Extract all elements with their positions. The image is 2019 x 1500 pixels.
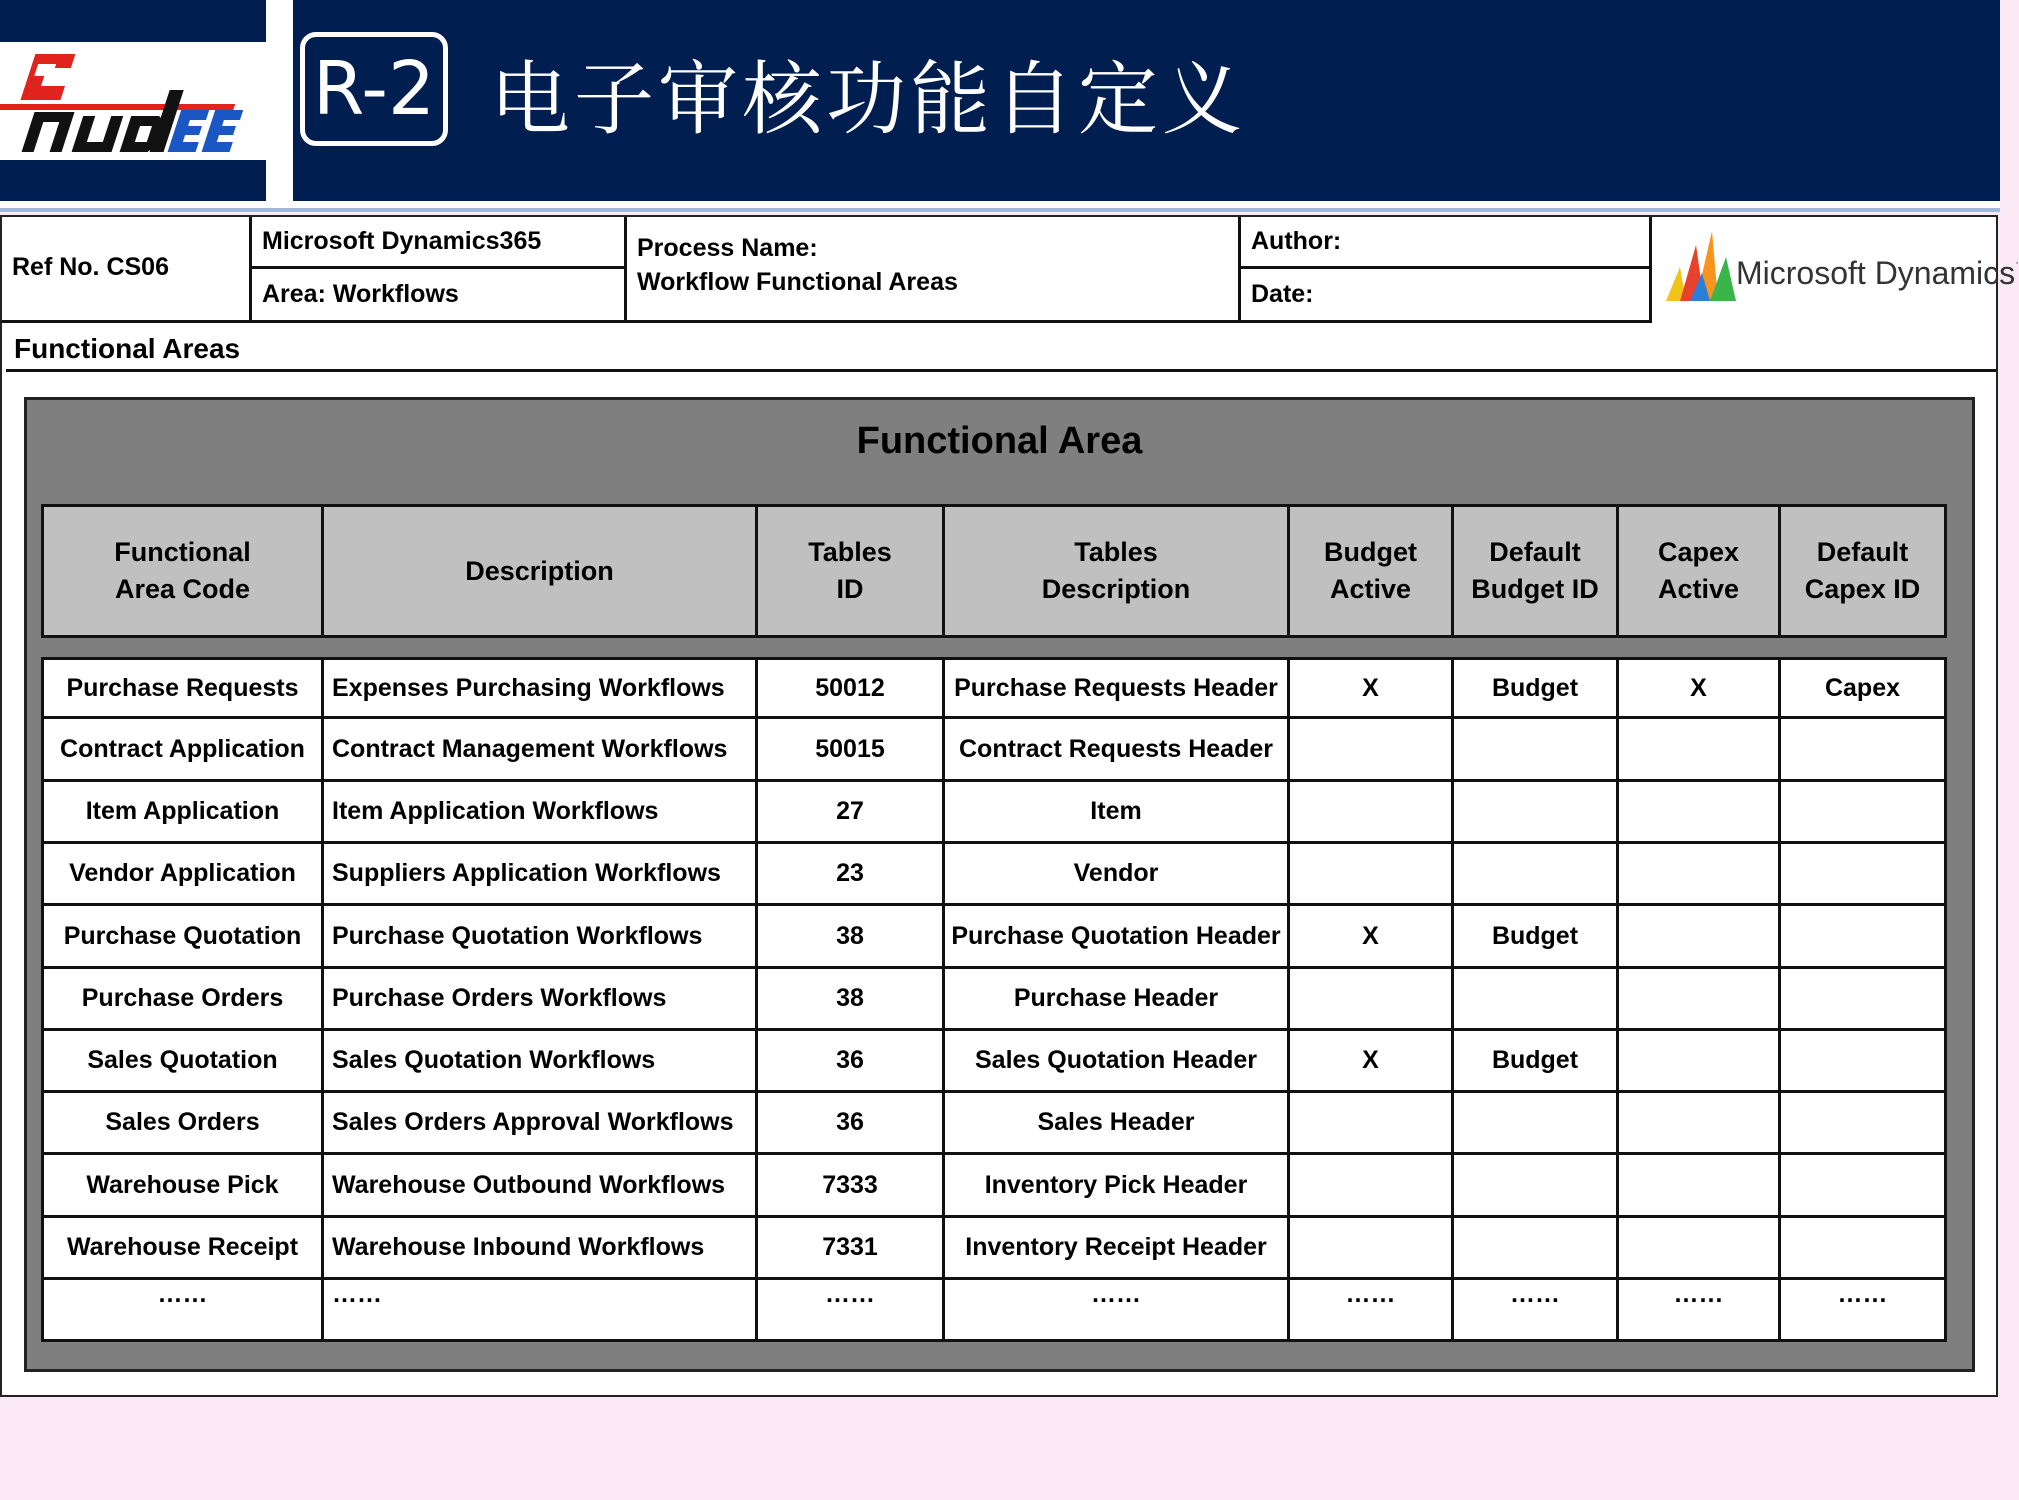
table-cell <box>1619 719 1781 782</box>
table-cell <box>1290 719 1454 782</box>
section-title: Functional Areas <box>6 327 1996 372</box>
table-cell <box>1290 1093 1454 1155</box>
table-cell <box>1619 844 1781 906</box>
table-cell: Sales Orders Approval Workflows <box>324 1093 758 1155</box>
table-cell: Warehouse Outbound Workflows <box>324 1155 758 1218</box>
table-cell <box>1290 969 1454 1031</box>
column-header: Budget Active <box>1290 504 1454 638</box>
ref-no-cell <box>2 217 252 323</box>
page-title: 电子审核功能自定义 <box>490 53 1246 146</box>
table-cell <box>1290 844 1454 906</box>
table-row-label: Contract Application <box>41 719 324 782</box>
table-cell: X <box>1290 906 1454 969</box>
table-cell <box>1781 844 1947 906</box>
microsoft-dynamics-logo <box>1652 217 2019 323</box>
table-cell: Budget <box>1454 906 1619 969</box>
banner-accent-line <box>0 208 2000 212</box>
table-cell <box>1781 906 1947 969</box>
table-cell <box>1781 1093 1947 1155</box>
table-cell: …… <box>1619 1280 1781 1342</box>
table-cell: Item Application Workflows <box>324 782 758 844</box>
column-header: Tables ID <box>758 504 945 638</box>
table-cell <box>1619 1155 1781 1218</box>
process-value: Workflow Functional Areas <box>637 268 958 296</box>
column-header: Functional Area Code <box>41 504 324 638</box>
table-cell: Item <box>945 782 1290 844</box>
company-logo-icon <box>4 46 262 156</box>
table-cell: 27 <box>758 782 945 844</box>
table-cell <box>1619 969 1781 1031</box>
table-cell: 36 <box>758 1031 945 1093</box>
table-row-label: Purchase Quotation <box>41 906 324 969</box>
process-label: Process Name: <box>637 234 818 262</box>
table-cell: Purchase Quotation Header <box>945 906 1290 969</box>
table-cell: Purchase Orders Workflows <box>324 969 758 1031</box>
table-row-label: Warehouse Receipt <box>41 1218 324 1280</box>
table-cell: Budget <box>1454 1031 1619 1093</box>
table-cell: Capex <box>1781 657 1947 719</box>
table-cell <box>1781 782 1947 844</box>
table-cell <box>1454 719 1619 782</box>
company-logo <box>0 42 266 160</box>
table-cell <box>1454 1218 1619 1280</box>
table-cell: 38 <box>758 906 945 969</box>
logo-gap <box>266 0 293 201</box>
table-cell: Sales Quotation Header <box>945 1031 1290 1093</box>
area-name: Area: Workflows <box>262 280 459 308</box>
table-cell: …… <box>758 1280 945 1342</box>
table-cell: 36 <box>758 1093 945 1155</box>
table-cell: X <box>1290 1031 1454 1093</box>
product-name: Microsoft Dynamics365 <box>262 227 542 255</box>
table-cell: 23 <box>758 844 945 906</box>
table-cell: Sales Header <box>945 1093 1290 1155</box>
column-header: Capex Active <box>1619 504 1781 638</box>
table-cell: 38 <box>758 969 945 1031</box>
table-cell: Contract Requests Header <box>945 719 1290 782</box>
process-cell <box>627 217 1241 323</box>
table-cell <box>1290 1155 1454 1218</box>
column-header: Description <box>324 504 758 638</box>
table-cell <box>1454 782 1619 844</box>
table-cell <box>1781 1155 1947 1218</box>
author-cell <box>1241 217 1652 269</box>
table-cell: 50015 <box>758 719 945 782</box>
table-cell: Warehouse Inbound Workflows <box>324 1218 758 1280</box>
table-row-label: Item Application <box>41 782 324 844</box>
table-cell: X <box>1619 657 1781 719</box>
table-cell: Purchase Header <box>945 969 1290 1031</box>
table-cell <box>1290 1218 1454 1280</box>
table-cell <box>1619 1031 1781 1093</box>
table-cell <box>1781 1031 1947 1093</box>
ms-logo-text: Microsoft Dynamics· <box>1736 255 2019 291</box>
table-cell <box>1454 1093 1619 1155</box>
table-cell: …… <box>324 1280 758 1342</box>
table-row-label: …… <box>41 1280 324 1342</box>
table-cell <box>1781 969 1947 1031</box>
table-row-label: Sales Quotation <box>41 1031 324 1093</box>
functional-area-frame <box>24 397 1975 1372</box>
table-title: Functional Area <box>856 420 1143 462</box>
column-header: Tables Description <box>945 504 1290 638</box>
table-cell: Purchase Requests Header <box>945 657 1290 719</box>
table-cell: Contract Management Workflows <box>324 719 758 782</box>
dynamics-logo-icon <box>1660 227 1740 307</box>
table-cell: Budget <box>1454 657 1619 719</box>
table-cell <box>1454 969 1619 1031</box>
table-cell: Inventory Pick Header <box>945 1155 1290 1218</box>
table-row-label: Sales Orders <box>41 1093 324 1155</box>
slide-badge: R-2 <box>300 32 448 146</box>
table-row-label: Purchase Requests <box>41 657 324 719</box>
date-cell <box>1241 269 1652 323</box>
table-cell: 7333 <box>758 1155 945 1218</box>
table-cell <box>1619 782 1781 844</box>
column-header: Default Budget ID <box>1454 504 1619 638</box>
table-cell: Vendor <box>945 844 1290 906</box>
ref-no: Ref No. CS06 <box>12 253 169 281</box>
column-header: Default Capex ID <box>1781 504 1947 638</box>
product-cell <box>252 217 627 269</box>
table-cell: Sales Quotation Workflows <box>324 1031 758 1093</box>
table-cell <box>1781 719 1947 782</box>
table-cell <box>1290 782 1454 844</box>
table-row-label: Purchase Orders <box>41 969 324 1031</box>
table-cell: Inventory Receipt Header <box>945 1218 1290 1280</box>
table-cell <box>1619 1218 1781 1280</box>
table-cell <box>1781 1218 1947 1280</box>
table-cell: Expenses Purchasing Workflows <box>324 657 758 719</box>
table-cell: Purchase Quotation Workflows <box>324 906 758 969</box>
table-cell: 50012 <box>758 657 945 719</box>
table-cell <box>1454 1155 1619 1218</box>
table-cell <box>1619 906 1781 969</box>
info-header <box>2 217 2019 323</box>
table-cell: 7331 <box>758 1218 945 1280</box>
table-row-label: Vendor Application <box>41 844 324 906</box>
area-cell <box>252 269 627 323</box>
date-label: Date: <box>1251 280 1314 308</box>
table-cell: …… <box>1290 1280 1454 1342</box>
table-cell: …… <box>1781 1280 1947 1342</box>
banner-divider <box>0 201 2000 208</box>
table-row-label: Warehouse Pick <box>41 1155 324 1218</box>
table-cell <box>1619 1093 1781 1155</box>
table-cell <box>1454 844 1619 906</box>
table-cell: Suppliers Application Workflows <box>324 844 758 906</box>
table-cell: X <box>1290 657 1454 719</box>
table-cell: …… <box>1454 1280 1619 1342</box>
table-cell: …… <box>945 1280 1290 1342</box>
author-label: Author: <box>1251 227 1342 255</box>
